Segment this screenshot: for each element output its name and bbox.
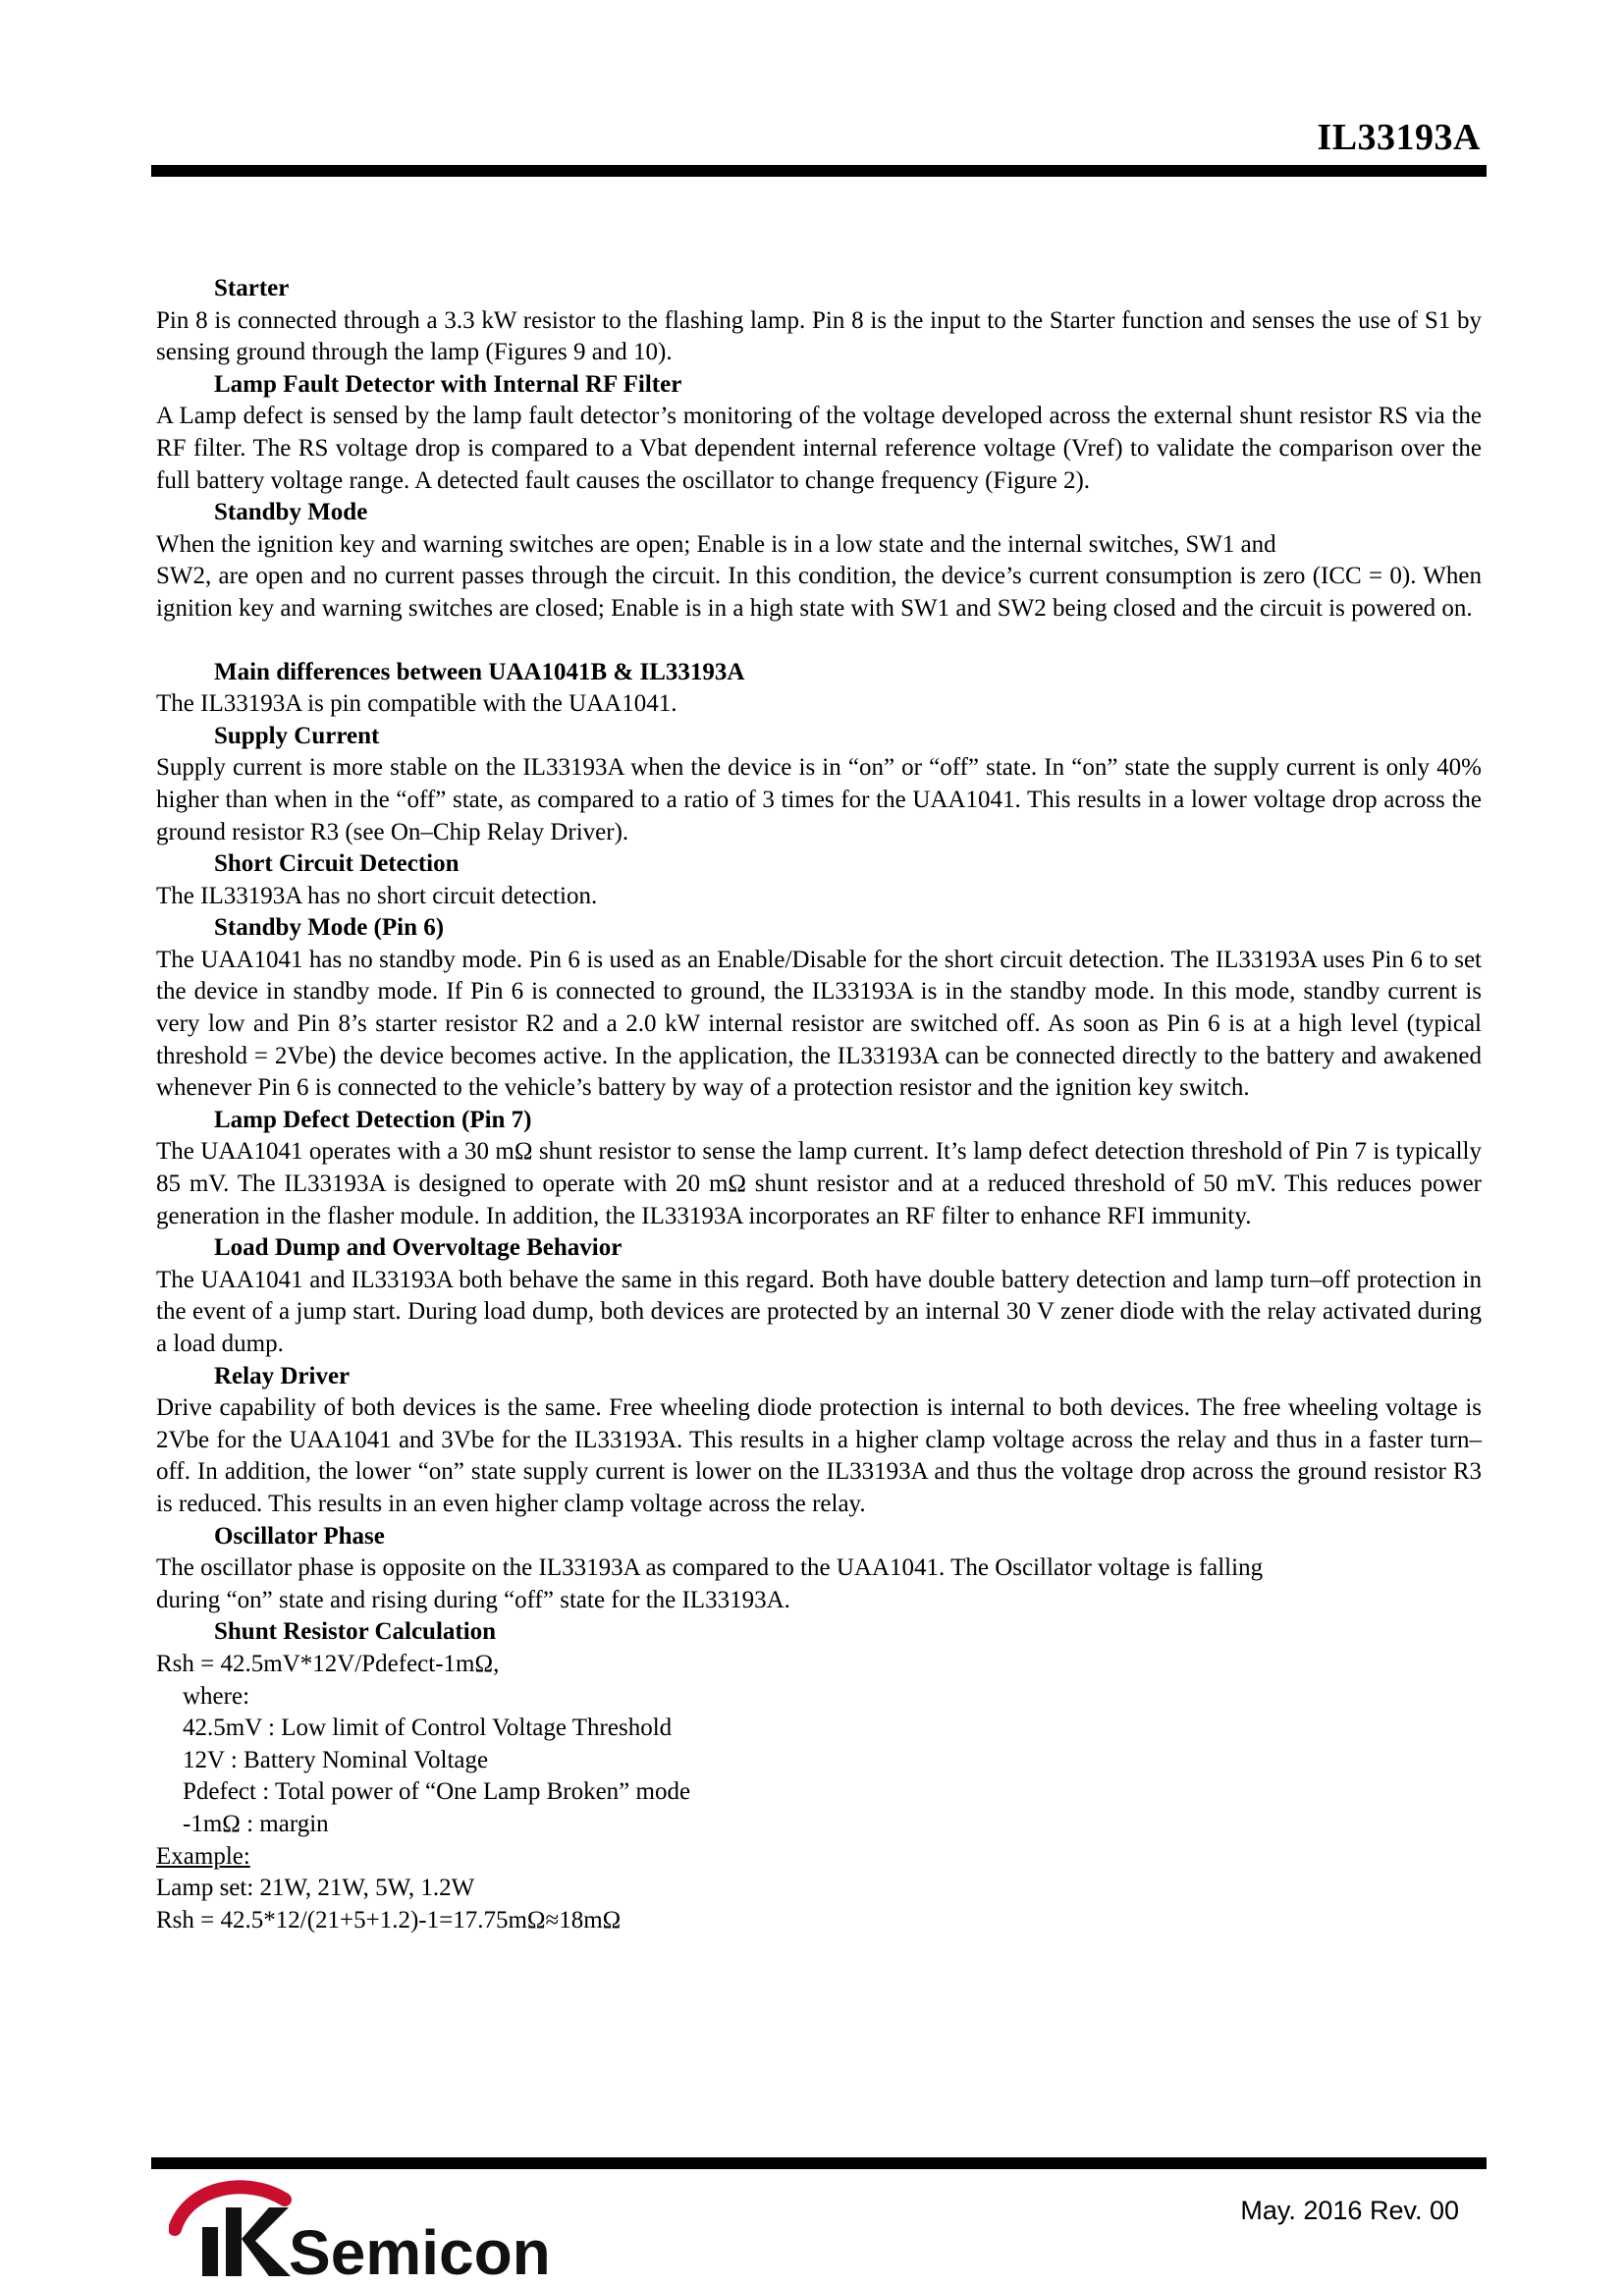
load-dump-body: The UAA1041 and IL33193A both behave the same in this regard. Both have double battery detection and lamp turn–off protection in the event of a jump start. During load dump, both devices are protected by an internal 30 V zener diode with the relay activated during a load dump.: [156, 1266, 1482, 1357]
iksemicon-logo-icon: [169, 2178, 581, 2280]
lamp-defect-heading: Lamp Defect Detection (Pin 7): [214, 1106, 532, 1133]
company-logo: [169, 2178, 581, 2280]
main-diff-heading: Main differences between UAA1041B & IL33193A: [214, 658, 745, 685]
lamp-defect-body: The UAA1041 operates with a 30 mΩ shunt resistor to sense the lamp current. It’s lamp defect detection threshold of Pin 7 is typically 85 mV. The IL33193A is designed to operate with 20 mΩ shunt resistor and at a reduced threshold of 50 mV. This reduces power generation in the flasher module. In addition, the IL33193A incorporates an RF filter to enhance RFI immunity.: [156, 1138, 1482, 1229]
standby-pin6-heading: Standby Mode (Pin 6): [214, 914, 445, 942]
header-rule: [151, 165, 1487, 177]
standby-pin6-body: The UAA1041 has no standby mode. Pin 6 is used as an Enable/Disable for the short circuit detection. The IL33193A uses Pin 6 to set the device in standby mode. If Pin 6 is connected to ground, the IL33193A is in the standby mode. In this mode, standby current is very low and Pin 8’s starter resistor R2 and a 2.0 kW internal resistor are switched off. As soon as Pin 6 is at a high level (typical threshold = 2Vbe) the device becomes active. In the application, the IL33193A can be connected directly to the battery and awakened whenever Pin 6 is connected to the vehicle’s battery by way of a protection resistor and the ignition key switch.: [156, 946, 1482, 1102]
load-dump-heading: Load Dump and Overvoltage Behavior: [214, 1234, 623, 1262]
shunt-def: Pdefect : Total power of “One Lamp Broken” mode: [183, 1778, 691, 1806]
shunt-where: where:: [183, 1682, 250, 1710]
document-title: IL33193A: [1317, 117, 1481, 158]
oscillator-body-line2: during “on” state and rising during “off” state for the IL33193A.: [156, 1586, 790, 1613]
standby-body-line2: SW2, are open and no current passes through the circuit. In this condition, the device’s current consumption is zero (ICC = 0). When ignition key and warning switches are closed; Enable is in a high state with SW1 and SW2 being closed and the circuit is powered on.: [156, 563, 1482, 622]
example-result: Rsh = 42.5*12/(21+5+1.2)-1=17.75mΩ≈18mΩ: [156, 1906, 622, 1933]
standby-heading: Standby Mode: [214, 499, 368, 526]
short-circuit-body: The IL33193A has no short circuit detection.: [156, 882, 598, 909]
shunt-heading: Shunt Resistor Calculation: [214, 1618, 497, 1646]
standby-body-line1: When the ignition key and warning switches are open; Enable is in a low state and the internal switches, SW1 and: [156, 530, 1276, 558]
shunt-def: -1mΩ : margin: [183, 1810, 329, 1837]
example-label: [156, 1841, 1482, 1874]
shunt-def: 12V : Battery Nominal Voltage: [183, 1746, 489, 1773]
section-gap: [156, 626, 1482, 657]
oscillator-heading: Oscillator Phase: [214, 1522, 385, 1550]
starter-body: Pin 8 is connected through a 3.3 kW resistor to the flashing lamp. Pin 8 is the input to the Starter function and senses the use of S1 by sensing ground through the lamp (Figures 9 and 10).: [156, 306, 1482, 366]
shunt-def: 42.5mV : Low limit of Control Voltage Threshold: [183, 1714, 673, 1742]
starter-heading: Starter: [214, 275, 290, 301]
lamp-fault-heading: Lamp Fault Detector with Internal RF Filter: [214, 370, 682, 398]
short-circuit-heading: Short Circuit Detection: [214, 850, 460, 878]
relay-driver-heading: Relay Driver: [214, 1362, 351, 1389]
supply-current-body: Supply current is more stable on the IL33193A when the device is in “on” or “off” state. In “on” state the supply current is only 40% higher than when in the “off” state, as compared to a ratio of 3 times for the UAA1041. This results in a lower voltage drop across the ground resistor R3 (see On–Chip Relay Driver).: [156, 754, 1482, 845]
revision-date: May. 2016 Rev. 00: [1240, 2196, 1459, 2225]
oscillator-body-line1: The oscillator phase is opposite on the IL33193A as compared to the UAA1041. The Oscillator voltage is falling: [156, 1554, 1264, 1582]
page-content: [156, 273, 1482, 1936]
example-label-text: Example:: [156, 1842, 250, 1870]
example-lamp-set: Lamp set: 21W, 21W, 5W, 1.2W: [156, 1875, 475, 1902]
relay-driver-body: Drive capability of both devices is the same. Free wheeling diode protection is internal to both devices. The free wheeling voltage is 2Vbe for the UAA1041 and 3Vbe for the IL33193A. This results in a higher clamp voltage across the relay and thus in a faster turn–off. In addition, the lower “on” state supply current is lower on the IL33193A and thus the voltage drop across the ground resistor R3 is reduced. This results in an even higher clamp voltage across the relay.: [156, 1394, 1482, 1517]
lamp-fault-body: A Lamp defect is sensed by the lamp fault detector’s monitoring of the voltage developed across the external shunt resistor RS via the RF filter. The RS voltage drop is compared to a Vbat dependent internal reference voltage (Vref) to validate the comparison over the full battery voltage range. A detected fault causes the oscillator to change frequency (Figure 2).: [156, 403, 1482, 494]
svg-text:Semicon: Semicon: [289, 2217, 551, 2280]
footer-rule: [151, 2157, 1487, 2169]
shunt-formula: Rsh = 42.5mV*12V/Pdefect-1mΩ,: [156, 1650, 500, 1677]
supply-current-heading: Supply Current: [214, 722, 380, 749]
main-diff-body: The IL33193A is pin compatible with the UAA1041.: [156, 690, 677, 718]
